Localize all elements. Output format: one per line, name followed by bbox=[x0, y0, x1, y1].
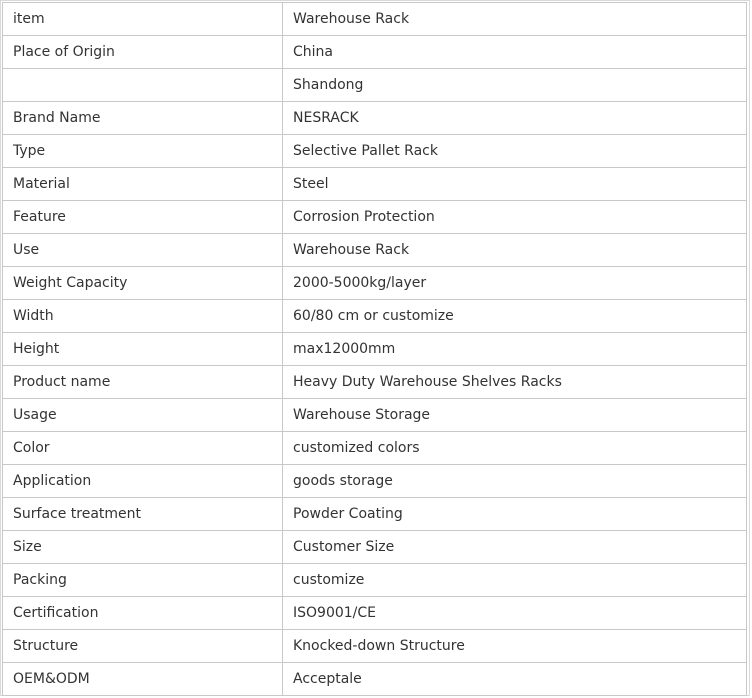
table-row bbox=[3, 465, 747, 498]
spec-value: China bbox=[283, 36, 747, 69]
table-row bbox=[3, 432, 747, 465]
table-row bbox=[3, 498, 747, 531]
spec-key: Height bbox=[3, 333, 283, 366]
spec-value: goods storage bbox=[283, 465, 747, 498]
table-row bbox=[3, 564, 747, 597]
table-row bbox=[3, 201, 747, 234]
table-row bbox=[3, 531, 747, 564]
spec-key: Weight Capacity bbox=[3, 267, 283, 300]
spec-key: Place of Origin bbox=[3, 36, 283, 69]
table-row bbox=[3, 135, 747, 168]
table-row bbox=[3, 399, 747, 432]
spec-value: Selective Pallet Rack bbox=[283, 135, 747, 168]
spec-value: Shandong bbox=[283, 69, 747, 102]
spec-value: Corrosion Protection bbox=[283, 201, 747, 234]
spec-key: Usage bbox=[3, 399, 283, 432]
spec-value: Customer Size bbox=[283, 531, 747, 564]
spec-value: Acceptale bbox=[283, 663, 747, 696]
table-row bbox=[3, 597, 747, 630]
spec-key: Packing bbox=[3, 564, 283, 597]
spec-key: OEM&ODM bbox=[3, 663, 283, 696]
table-row bbox=[3, 366, 747, 399]
spec-key: Width bbox=[3, 300, 283, 333]
spec-key: Type bbox=[3, 135, 283, 168]
spec-value: Knocked-down Structure bbox=[283, 630, 747, 663]
table-row bbox=[3, 102, 747, 135]
table-row bbox=[3, 300, 747, 333]
spec-key: Color bbox=[3, 432, 283, 465]
spec-value: customized colors bbox=[283, 432, 747, 465]
spec-value: Warehouse Rack bbox=[283, 234, 747, 267]
spec-value: Warehouse Storage bbox=[283, 399, 747, 432]
spec-key: Certification bbox=[3, 597, 283, 630]
spec-key: Brand Name bbox=[3, 102, 283, 135]
table-row bbox=[3, 69, 747, 102]
spec-key: Application bbox=[3, 465, 283, 498]
spec-key: Surface treatment bbox=[3, 498, 283, 531]
spec-value: Heavy Duty Warehouse Shelves Racks bbox=[283, 366, 747, 399]
table-row bbox=[3, 168, 747, 201]
spec-key: Structure bbox=[3, 630, 283, 663]
spec-value: Warehouse Rack bbox=[283, 3, 747, 36]
table-row bbox=[3, 630, 747, 663]
spec-key: Use bbox=[3, 234, 283, 267]
product-spec-table bbox=[2, 2, 747, 696]
spec-value: max12000mm bbox=[283, 333, 747, 366]
spec-key: Size bbox=[3, 531, 283, 564]
spec-table-body bbox=[3, 3, 747, 696]
spec-value: ISO9001/CE bbox=[283, 597, 747, 630]
spec-key: item bbox=[3, 3, 283, 36]
spec-value: NESRACK bbox=[283, 102, 747, 135]
spec-key: Product name bbox=[3, 366, 283, 399]
spec-value: customize bbox=[283, 564, 747, 597]
table-row bbox=[3, 663, 747, 696]
spec-value: Steel bbox=[283, 168, 747, 201]
table-row bbox=[3, 267, 747, 300]
spec-key: Material bbox=[3, 168, 283, 201]
spec-key: Feature bbox=[3, 201, 283, 234]
table-row bbox=[3, 36, 747, 69]
table-row bbox=[3, 234, 747, 267]
table-row bbox=[3, 333, 747, 366]
table-row bbox=[3, 3, 747, 36]
spec-value: 2000-5000kg/layer bbox=[283, 267, 747, 300]
spec-key bbox=[3, 69, 283, 102]
spec-value: 60/80 cm or customize bbox=[283, 300, 747, 333]
spec-value: Powder Coating bbox=[283, 498, 747, 531]
